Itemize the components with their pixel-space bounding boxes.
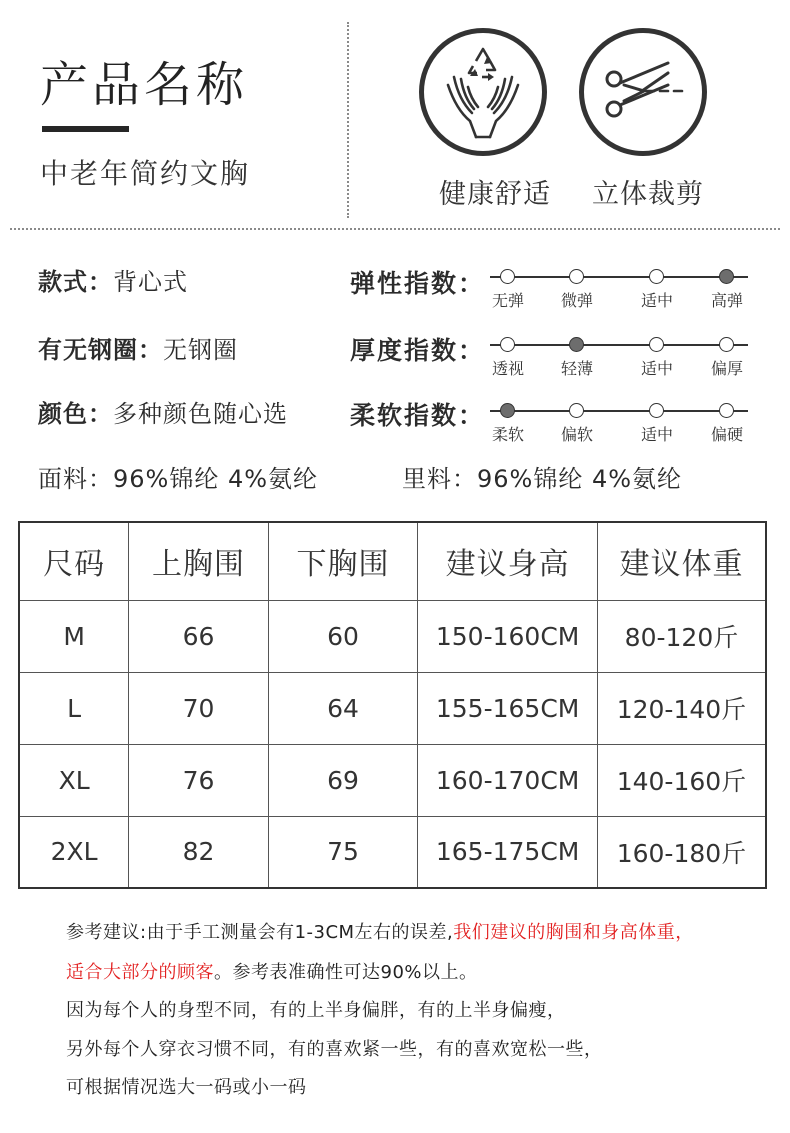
cell-weight: 140-160斤 [597,744,766,816]
spec-color-label: 颜色： [38,400,113,428]
cell-upper-bust: 66 [129,600,269,672]
cell-height: 165-175CM [418,816,598,888]
scale-tick-label: 适中 [640,359,673,378]
note-text: 参考建议:由于手工测量会有1-3CM左右的误差, [66,922,454,943]
scale-dot-3 [649,269,664,284]
note-highlight: 我们建议的胸围和身高体重， [453,922,694,943]
cell-upper-bust: 82 [129,816,269,888]
product-name: 中老年简约文胸 [40,157,251,190]
spec-lining-value: 96%锦纶 4%氨纶 [477,465,683,493]
size-table [18,521,767,889]
scale-tick-label: 微弹 [560,291,593,310]
table-row [19,744,766,816]
scale-tick-label: 透视 [491,359,524,378]
header-size: 尺码 [19,522,129,600]
cell-under-bust: 60 [268,600,418,672]
cell-height: 150-160CM [418,600,598,672]
scale-dot-4 [719,403,734,418]
scale-line [490,276,748,278]
scale-dot-1 [500,269,515,284]
spec-style-label: 款式： [38,268,113,296]
scale-tick-label: 适中 [640,291,673,310]
scale-dot-4 [719,337,734,352]
cell-under-bust: 69 [268,744,418,816]
title-underline [42,126,129,132]
header-under-bust: 下胸围 [268,522,418,600]
softness-scale [490,398,750,444]
spec-fabric-value: 96%锦纶 4%氨纶 [113,465,319,493]
scale-dot-2 [569,337,584,352]
scale-dot-1 [500,337,515,352]
recycle-hands-icon [419,28,547,156]
cell-weight: 80-120斤 [597,600,766,672]
feature-label-comfort: 健康舒适 [439,179,551,210]
cell-height: 155-165CM [418,672,598,744]
cell-upper-bust: 76 [129,744,269,816]
note-text: 。参考表准确性可达90%以上。 [214,962,478,983]
spec-color [38,394,288,429]
scale-dot-3 [649,403,664,418]
elasticity-scale-label: 弹性指数： [350,269,486,298]
scale-dot-2 [569,269,584,284]
header-height: 建议身高 [418,522,598,600]
softness-scale-label: 柔软指数： [350,401,486,430]
scale-tick-label: 适中 [640,425,673,444]
scale-dot-3 [649,337,664,352]
header-upper-bust: 上胸围 [129,522,269,600]
cell-size: M [19,600,129,672]
cell-under-bust: 64 [268,672,418,744]
scale-tick-label: 偏软 [560,425,593,444]
scale-tick-label: 轻薄 [560,359,593,378]
spec-color-value: 多种颜色随心选 [113,400,288,428]
scale-tick-label: 高弹 [710,291,743,310]
cell-under-bust: 75 [268,816,418,888]
scale-tick-label: 柔软 [491,425,524,444]
feature-label-cut: 立体裁剪 [592,179,704,210]
elasticity-scale [490,264,750,310]
cell-height: 160-170CM [418,744,598,816]
header-weight: 建议体重 [597,522,766,600]
spec-wire [38,330,238,365]
cell-size: XL [19,744,129,816]
note-highlight: 适合大部分的顾客 [66,962,214,983]
thickness-scale [490,332,750,378]
table-header-row [19,522,766,600]
cell-weight: 120-140斤 [597,672,766,744]
table-row [19,816,766,888]
scale-dot-1 [500,403,515,418]
cell-size: 2XL [19,816,129,888]
spec-fabric-label: 面料： [38,465,113,493]
note-line-1 [66,918,694,944]
thickness-scale-label: 厚度指数： [350,336,486,365]
scale-dot-4 [719,269,734,284]
note-line-2 [66,958,478,984]
note-line-5: 可根据情况选大一码或小一码 [66,1077,307,1098]
vertical-divider [347,22,349,218]
spec-fabric [38,459,318,494]
spec-wire-label: 有无钢圈： [38,336,163,364]
cell-weight: 160-180斤 [597,816,766,888]
scale-line [490,410,748,412]
spec-style [38,262,188,297]
scale-dot-2 [569,403,584,418]
spec-wire-value: 无钢圈 [163,336,238,364]
scale-tick-label: 偏厚 [710,359,743,378]
spec-lining-label: 里料： [402,465,477,493]
scissors-icon [579,28,707,156]
table-row [19,600,766,672]
scale-tick-label: 偏硬 [710,425,743,444]
spec-lining [402,459,682,494]
scale-line [490,344,748,346]
note-line-4: 另外每个人穿衣习惯不同，有的喜欢紧一些，有的喜欢宽松一些， [66,1039,603,1060]
page-title: 产品名称 [40,57,249,113]
table-row [19,672,766,744]
cell-size: L [19,672,129,744]
note-line-3: 因为每个人的身型不同，有的上半身偏胖，有的上半身偏瘦， [66,1000,566,1021]
horizontal-divider [10,228,780,230]
scale-tick-label: 无弹 [491,291,524,310]
cell-upper-bust: 70 [129,672,269,744]
spec-style-value: 背心式 [113,268,188,296]
